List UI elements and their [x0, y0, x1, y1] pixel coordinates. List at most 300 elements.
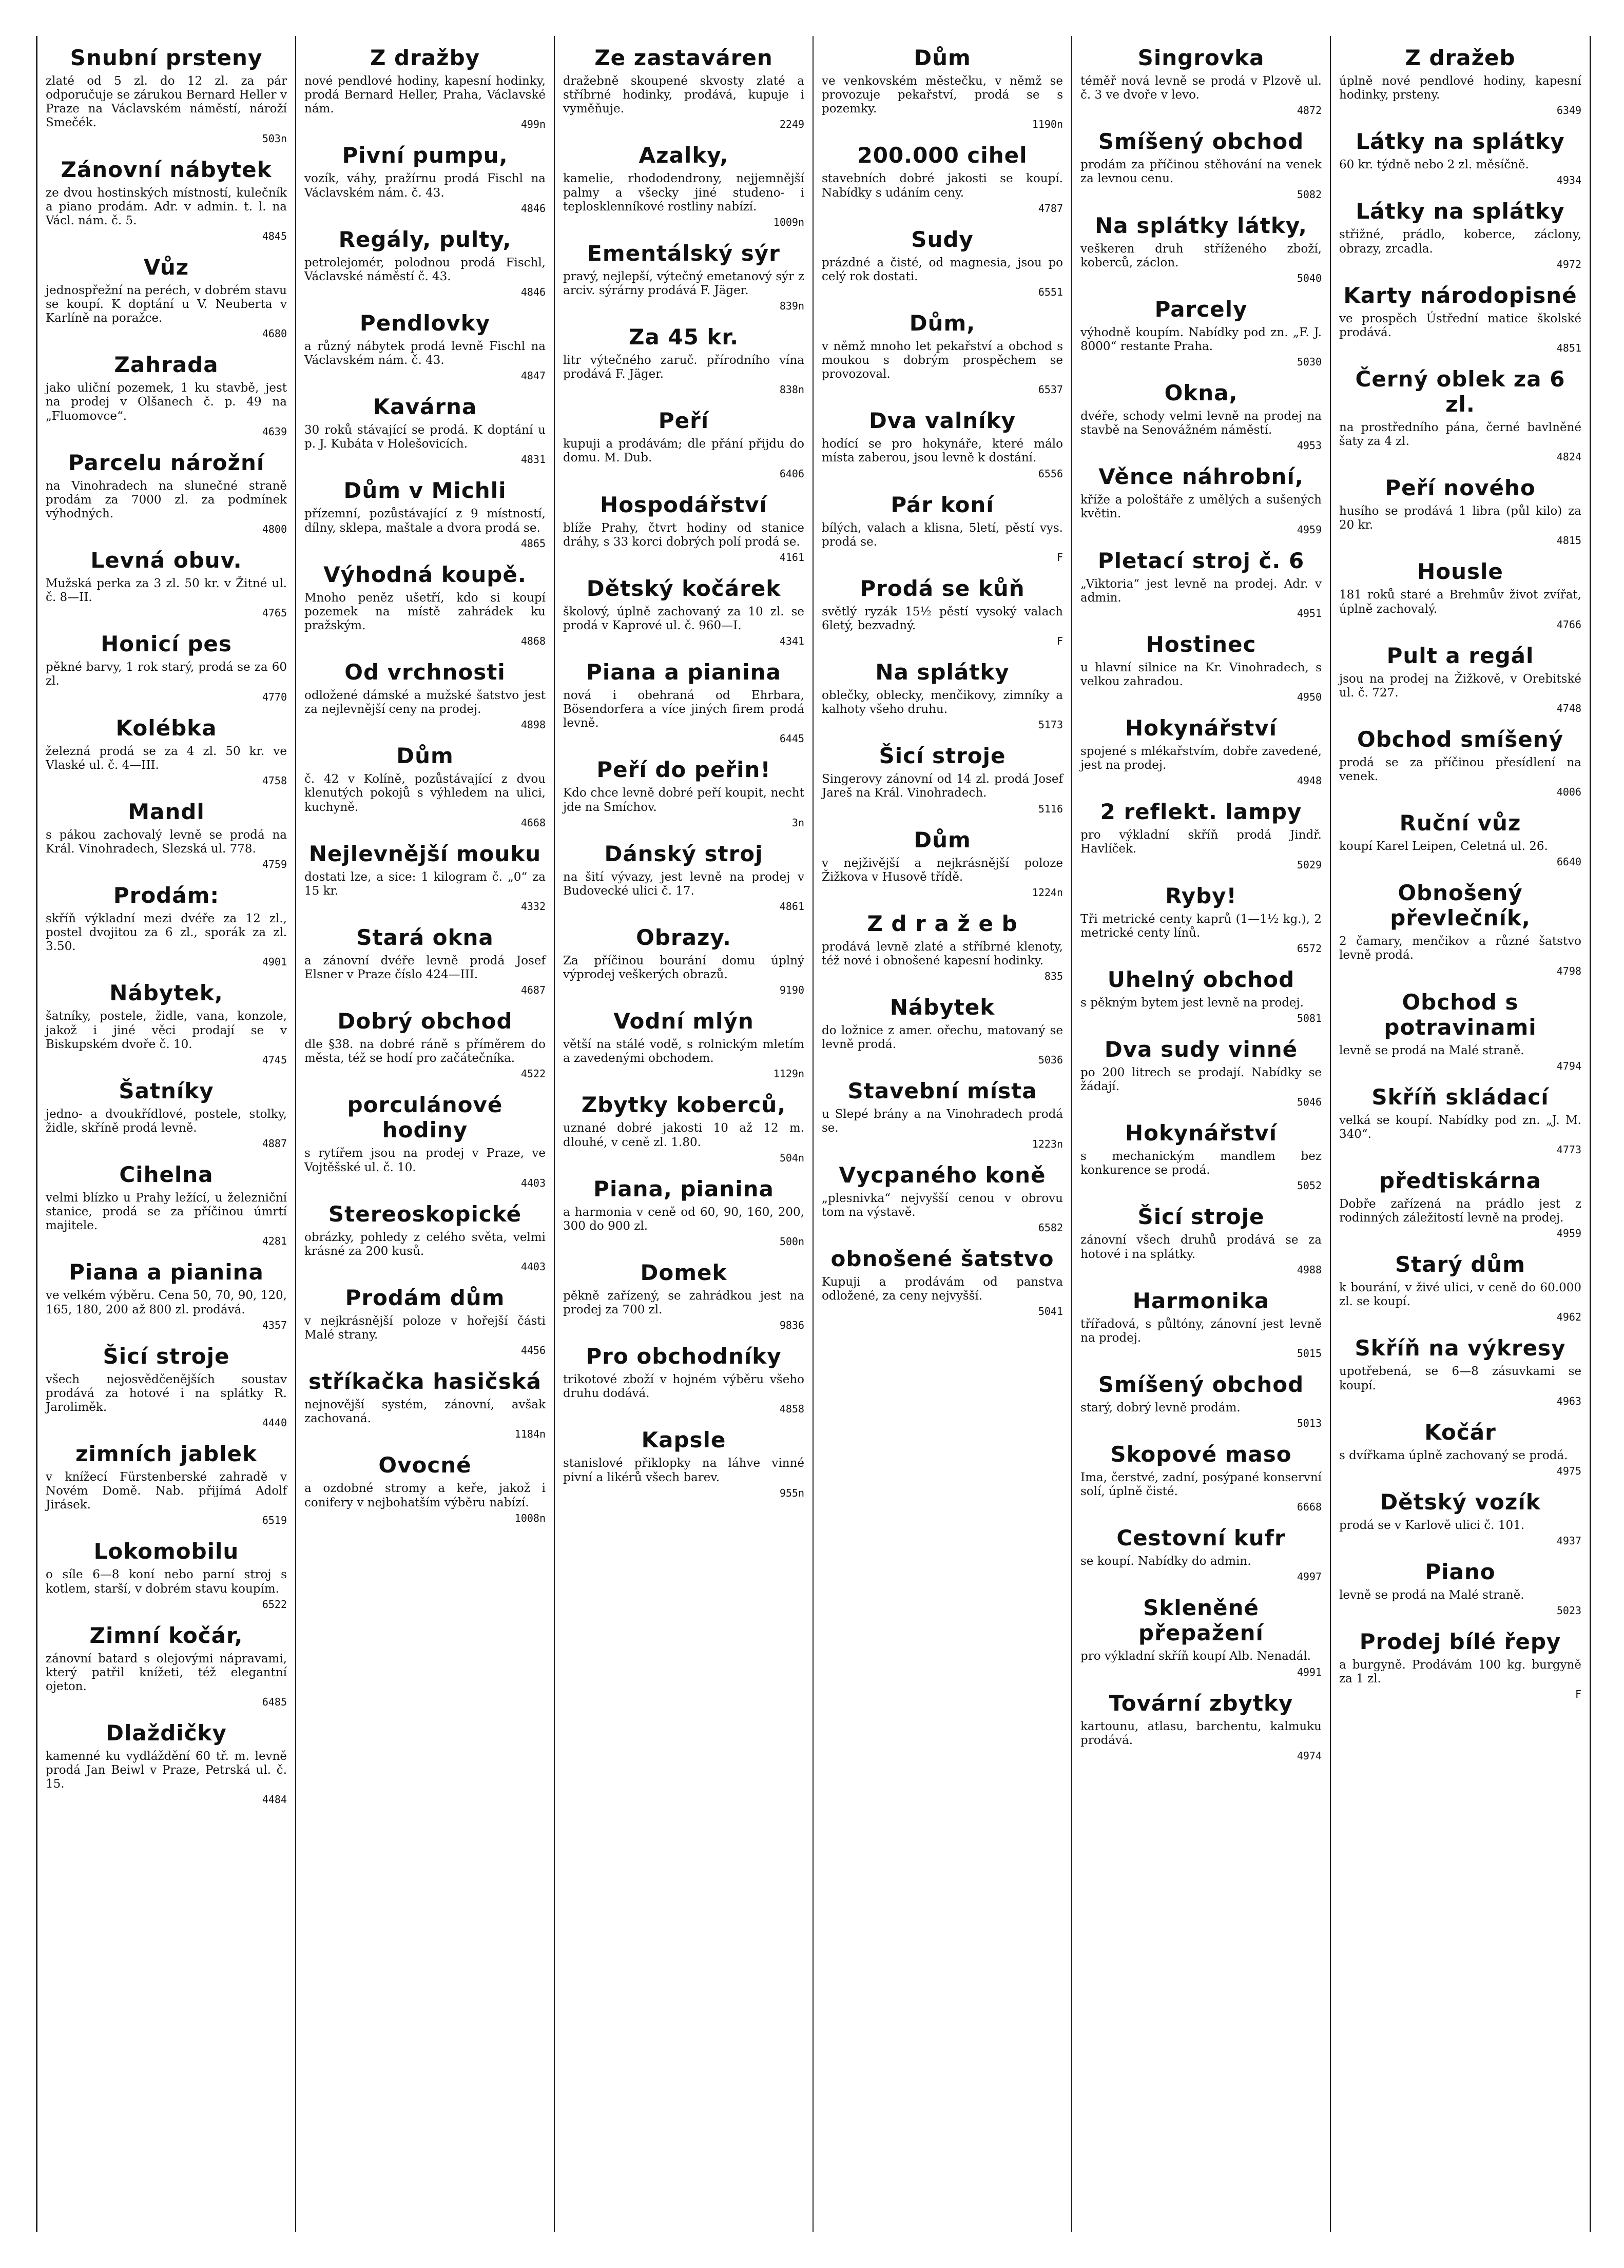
ad-heading: Ze zastaváren — [594, 45, 773, 70]
ad-heading: Prodám: — [113, 883, 220, 908]
classified-ad — [1339, 1559, 1581, 1617]
classified-ad — [304, 743, 546, 828]
ad-heading: Z d r a ž e b — [867, 910, 1018, 936]
ad-number: 4773 — [1556, 1143, 1581, 1156]
column-2 — [296, 36, 555, 2232]
ad-heading: Pivní pumpu, — [342, 143, 508, 168]
ad-number: 6519 — [262, 1514, 287, 1527]
ad-number: 4988 — [1297, 1263, 1322, 1276]
ad-heading: Ryby! — [1165, 883, 1237, 908]
classified-ad — [563, 492, 804, 564]
ad-number: 6556 — [1038, 467, 1063, 480]
classified-ad — [1080, 1204, 1322, 1275]
ad-body: úplně nové pendlové hodiny, kapesní hodinky, prsteny. — [1339, 74, 1581, 102]
ad-body: kupuji a prodávám; dle přání přijdu do domu. M. Dub. — [563, 437, 804, 465]
classified-ad — [1080, 1037, 1322, 1108]
ad-number: 5116 — [1038, 802, 1063, 815]
classified-ad — [563, 1260, 804, 1331]
ad-heading: Stará okna — [356, 924, 494, 950]
classified-ad — [822, 1162, 1063, 1234]
classified-ad — [563, 1009, 804, 1080]
ad-body: Mužská perka za 3 zl. 50 kr. v Žitné ul. č. 8—II. — [46, 577, 287, 605]
ad-number: 4951 — [1297, 607, 1322, 619]
classified-ad — [1080, 1120, 1322, 1192]
ad-body: jako uliční pozemek, 1 ku stavbě, jest na prodej v Olšanech č. p. 49 na „Fluomovce“. — [46, 381, 287, 423]
column-5 — [1072, 36, 1331, 2232]
ad-heading: Látky na splátky — [1356, 199, 1565, 224]
classified-ad — [304, 1092, 546, 1189]
ad-number: 4846 — [520, 202, 546, 215]
ad-number: 4846 — [520, 285, 546, 298]
ad-heading: Hokynářství — [1125, 715, 1278, 741]
ad-number: 4872 — [1297, 104, 1322, 117]
ad-body: Singerovy zánovní od 14 zl. prodá Josef Jareš na Král. Vinohradech. — [822, 772, 1063, 800]
ad-body: koupí Karel Leipen, Celetná ul. 26. — [1339, 840, 1548, 854]
classified-ad — [1080, 464, 1322, 535]
ad-heading: Lokomobilu — [93, 1539, 239, 1564]
ad-body: v nejkrásnější poloze v hořejší části Malé strany. — [304, 1314, 546, 1342]
classified-ad — [304, 1369, 546, 1440]
ad-body: prodám za příčinou stěhování na venek za levnou cenu. — [1080, 158, 1322, 186]
classified-ad — [1339, 1168, 1581, 1239]
ad-body: jedno- a dvoukřídlové, postele, stolky, židle, skříně prodá levně. — [46, 1107, 287, 1135]
classified-ad — [563, 925, 804, 996]
ad-heading: Pendlovky — [359, 310, 491, 336]
ad-body: pěkné barvy, 1 rok starý, prodá se za 60 zl. — [46, 661, 287, 688]
classified-ad — [563, 1092, 804, 1164]
ad-number: 2249 — [779, 118, 804, 131]
ad-body: a zánovní dvéře levně prodá Josef Elsner v Praze číslo 424—III. — [304, 954, 546, 981]
classified-ad — [563, 1344, 804, 1415]
ad-number: 5046 — [1297, 1096, 1322, 1109]
ad-body: nové pendlové hodiny, kapesní hodinky, prodá Bernard Heller, Praha, Václavské nám. — [304, 74, 546, 116]
classified-ad — [822, 660, 1063, 731]
classified-ad — [46, 1344, 287, 1429]
ad-number: 838n — [779, 383, 804, 396]
ad-body: 181 roků staré a Brehmův život zvířat, úplně zachovalý. — [1339, 588, 1581, 616]
ad-body: s rytířem jsou na prodej v Praze, ve Vojtěšské ul. č. 10. — [304, 1147, 546, 1174]
ad-body: u hlavní silnice na Kr. Vinohradech, s velkou zahradou. — [1080, 661, 1322, 688]
ad-number: 4898 — [520, 719, 546, 731]
ad-heading: Smíšený obchod — [1098, 129, 1304, 154]
ad-heading: Ruční vůz — [1399, 810, 1521, 836]
ad-body: jsou na prodej na Žižkově, v Orebitské ul. č. 727. — [1339, 672, 1581, 700]
ad-body: dostati lze, a sice: 1 kilogram č. „0“ za 15 kr. — [304, 870, 546, 898]
ad-heading: 2 reflekt. lampy — [1100, 799, 1302, 825]
ad-heading: Dům v Michli — [343, 478, 507, 503]
classified-ad — [1080, 1691, 1322, 1762]
ad-body: „Viktoria“ jest levně na prodej. Adr. v admin. — [1080, 577, 1322, 605]
ad-heading: Dánský stroj — [604, 841, 763, 866]
ad-number: 9836 — [779, 1319, 804, 1332]
ad-number: 4950 — [1297, 691, 1322, 703]
classified-columns — [37, 36, 1590, 2232]
ad-body: nejnovější systém, zánovní, avšak zachovaná. — [304, 1398, 546, 1426]
classified-ad — [1080, 1595, 1322, 1678]
classified-ad — [46, 1720, 287, 1806]
ad-body: ve prospěch Ústřední matice školské prodává. — [1339, 312, 1581, 339]
ad-heading: Dobrý obchod — [337, 1009, 513, 1034]
ad-body: husího se prodává 1 libra (půl kilo) za 20 kr. — [1339, 505, 1581, 532]
classified-ad — [46, 352, 287, 437]
classified-ad — [46, 1259, 287, 1331]
ad-body: starý, dobrý levně prodám. — [1080, 1401, 1241, 1414]
column-4 — [814, 36, 1072, 2232]
ad-number: 6522 — [262, 1598, 287, 1611]
ad-heading: Zánovní nábytek — [61, 157, 272, 182]
ad-body: výhodně koupím. Nabídky pod zn. „F. J. 8000“ restante Praha. — [1080, 325, 1322, 353]
ad-body: 30 roků stávající se prodá. K doptání u p. J. Kubáta v Holešovicích. — [304, 423, 546, 451]
ad-body: Dobře zařízená na prádlo jest z rodinných záležitostí levně na prodej. — [1339, 1197, 1581, 1225]
ad-number: 4953 — [1297, 439, 1322, 452]
ad-heading: Azalky, — [639, 143, 729, 168]
ad-heading: Harmonika — [1132, 1288, 1270, 1313]
ad-heading: Starý dům — [1395, 1252, 1526, 1277]
classified-ad — [304, 1201, 546, 1273]
ad-number: 9190 — [779, 984, 804, 997]
ad-number: 3n — [791, 816, 804, 829]
classified-ad — [563, 841, 804, 913]
classified-ad — [1080, 297, 1322, 368]
ad-heading: Dům — [396, 743, 454, 769]
classified-ad — [304, 394, 546, 466]
ad-body: s pěkným bytem jest levně na prodej. — [1080, 996, 1304, 1010]
ad-number: 6349 — [1556, 104, 1581, 117]
ad-number: 4341 — [779, 635, 804, 647]
ad-body: č. 42 v Kolíně, pozůstávající z dvou klenutých pokojů s výhledem na ulici, kuchyně. — [304, 772, 546, 814]
ad-body: větší na stálé vodě, s rolnickým mletím a zavedenými obchodem. — [563, 1038, 804, 1065]
ad-body: obrázky, pohledy z celého světa, velmi krásné za 200 kusů. — [304, 1230, 546, 1258]
ad-number: 4759 — [262, 858, 287, 870]
classified-ad — [563, 576, 804, 647]
classified-ad — [822, 1078, 1063, 1150]
ad-heading: Nábytek — [890, 995, 995, 1020]
classified-ad — [46, 1078, 287, 1150]
ad-heading: Piana a pianina — [69, 1259, 264, 1285]
ad-heading: Skopové maso — [1110, 1442, 1292, 1467]
ad-heading: Kočár — [1424, 1419, 1496, 1445]
classified-ad — [563, 408, 804, 479]
classified-ad — [46, 631, 287, 703]
ad-body: po 200 litrech se prodají. Nabídky se žádají. — [1080, 1065, 1322, 1093]
classified-ad — [46, 548, 287, 619]
ad-number: 4975 — [1556, 1464, 1581, 1477]
ad-heading: Šicí stroje — [1137, 1204, 1265, 1230]
ad-heading: Karty národopisné — [1343, 282, 1577, 308]
ad-number: 5040 — [1297, 272, 1322, 284]
ad-body: kříže a pološtáře z umělých a sušených květin. — [1080, 493, 1322, 521]
ad-heading: Černý oblek za 6 zl. — [1355, 366, 1565, 417]
classified-ad — [563, 660, 804, 745]
classified-ad — [1339, 1420, 1581, 1477]
ad-body: prodá se za příčinou přesídlení na venek. — [1339, 755, 1581, 783]
ad-heading: Stavební místa — [847, 1078, 1037, 1104]
classified-ad — [1080, 213, 1322, 284]
ad-number: F — [1056, 551, 1063, 564]
ad-body: pěkně zařízený, se zahrádkou jest na prodej za 700 zl. — [563, 1289, 804, 1316]
ad-body: nová i obehraná od Ehrbara, Bösendorfera a více jiných firem prodá levně. — [563, 689, 804, 730]
ad-number: 4974 — [1297, 1749, 1322, 1762]
ad-number: 1129n — [773, 1068, 804, 1080]
classified-ad — [46, 799, 287, 870]
ad-heading: Piana, pianina — [593, 1176, 774, 1201]
ad-heading: Vodní mlýn — [613, 1009, 754, 1034]
ad-number: 5036 — [1038, 1054, 1063, 1067]
ad-heading: Ovocné — [378, 1452, 472, 1478]
ad-heading: Skříň na výkresy — [1355, 1335, 1566, 1361]
classified-ad — [1080, 1288, 1322, 1360]
ad-body: s dvířkama úplně zachovaný se prodá. — [1339, 1448, 1568, 1462]
classified-ad — [46, 157, 287, 242]
ad-body: a ozdobné stromy a keře, jakož i conifery v nejbohatším výběru nabízí. — [304, 1482, 546, 1509]
ad-body: železná prodá se za 4 zl. 50 kr. ve Vlaské ul. č. 4—III. — [46, 744, 287, 772]
ad-number: 5023 — [1556, 1604, 1581, 1617]
ad-number: 4765 — [262, 607, 287, 619]
column-3 — [555, 36, 814, 2232]
classified-ad — [822, 827, 1063, 899]
ad-body: a burgyně. Prodávám 100 kg. burgyně za 1 zl. — [1339, 1658, 1581, 1686]
classified-ad — [46, 715, 287, 787]
ad-body: kartounu, atlasu, barchentu, kalmuku prodává. — [1080, 1719, 1322, 1747]
ad-number: 4959 — [1556, 1227, 1581, 1240]
ad-heading: Regály, pulty, — [338, 226, 512, 252]
ad-body: bílých, valach a klisna, 5letí, pěstí vys. prodá se. — [822, 521, 1063, 549]
ad-body: levně se prodá na Malé straně. — [1339, 1043, 1524, 1057]
ad-number: 4934 — [1556, 174, 1581, 187]
ad-heading: Nábytek, — [109, 980, 223, 1006]
ad-number: 5081 — [1297, 1012, 1322, 1024]
ad-number: 4639 — [262, 425, 287, 438]
ad-number: 5013 — [1297, 1417, 1322, 1429]
ad-body: prázdné a čisté, od magnesia, jsou po celý rok dostati. — [822, 256, 1063, 283]
ad-number: 4484 — [262, 1793, 287, 1806]
ad-heading: 200.000 cihel — [857, 143, 1028, 168]
classified-ad — [1339, 1252, 1581, 1323]
classified-ad — [304, 1285, 546, 1356]
ad-heading: Kavárna — [373, 394, 477, 420]
ad-number: 4403 — [520, 1176, 546, 1189]
ad-body: „plesnivka“ nejvyšší cenou v obrovu tom na výstavě. — [822, 1191, 1063, 1219]
ad-number: 5173 — [1038, 719, 1063, 731]
classified-ad — [304, 227, 546, 298]
ad-number: 4668 — [520, 816, 546, 829]
classified-ad — [1080, 1525, 1322, 1583]
ad-heading: Kolébka — [115, 715, 217, 741]
ad-body: litr výtečného zaruč. přírodního vína prodává F. Jäger. — [563, 354, 804, 381]
ad-heading: Hospodářství — [600, 492, 767, 517]
classified-ad — [1339, 129, 1581, 186]
classified-ad — [1339, 880, 1581, 977]
ad-heading: předtiskárna — [1379, 1168, 1542, 1193]
ad-heading: Pro obchodníky — [586, 1344, 782, 1369]
ad-body: a harmonia v ceně od 60, 90, 160, 200, 300 do 900 zl. — [563, 1205, 804, 1233]
ad-heading: Okna, — [1164, 380, 1238, 405]
ad-heading: Obrazy. — [636, 924, 731, 950]
ad-number: 4403 — [520, 1260, 546, 1273]
ad-body: se koupí. Nabídky do admin. — [1080, 1555, 1251, 1568]
ad-body: s mechanickým mandlem bez konkurence se prodá. — [1080, 1150, 1322, 1177]
classified-ad — [46, 1539, 287, 1610]
ad-number: 4997 — [1297, 1571, 1322, 1583]
ad-heading: Obchod smíšený — [1357, 726, 1564, 752]
ad-number: 5082 — [1297, 188, 1322, 201]
classified-ad — [822, 492, 1063, 564]
classified-ad — [46, 1623, 287, 1708]
ad-body: s pákou zachovalý levně se prodá na Král. Vinohradech, Slezská ul. 778. — [46, 828, 287, 856]
ad-heading: Dům — [914, 45, 971, 70]
ad-body: na šití vývazy, jest levně na prodej v Budovecké ulici č. 17. — [563, 870, 804, 898]
ad-heading: Cihelna — [119, 1162, 214, 1187]
classified-ad — [1339, 199, 1581, 270]
ad-number: 6668 — [1297, 1501, 1322, 1514]
ad-heading: Levná obuv. — [90, 548, 242, 573]
ad-heading: Dětský kočárek — [586, 575, 781, 601]
classified-ad — [563, 45, 804, 130]
ad-number: 4824 — [1556, 451, 1581, 463]
ad-number: 4901 — [262, 956, 287, 968]
ad-number: 6537 — [1038, 383, 1063, 396]
ad-heading: Peří do peřin! — [596, 757, 771, 783]
ad-number: 4959 — [1297, 523, 1322, 536]
ad-number: 4845 — [262, 229, 287, 242]
ad-number: 4831 — [520, 453, 546, 466]
classified-ad — [1080, 45, 1322, 117]
ad-number: 503n — [262, 132, 287, 145]
ad-number: 4680 — [262, 327, 287, 340]
ad-heading: Zbytky koberců, — [581, 1092, 786, 1118]
classified-ad — [1080, 548, 1322, 619]
ad-number: 504n — [779, 1151, 804, 1164]
classified-ad — [1339, 283, 1581, 354]
ad-heading: Prodám dům — [345, 1285, 505, 1310]
ad-number: 6485 — [262, 1696, 287, 1708]
ad-body: Kdo chce levně dobré peří koupit, necht jde na Smíchov. — [563, 786, 804, 814]
ad-body: uznané dobré jakosti 10 až 12 m. dlouhé, v ceně zl. 1.80. — [563, 1121, 804, 1149]
ad-heading: Prodá se kůň — [860, 575, 1025, 601]
ad-body: zánovní všech druhů prodává se za hotové i na splátky. — [1080, 1233, 1322, 1261]
ad-body: spojené s mlékařstvím, dobře zavedené, jest na prodej. — [1080, 745, 1322, 772]
ad-heading: Vycpaného koně — [839, 1162, 1046, 1188]
ad-number: 4006 — [1556, 786, 1581, 799]
classified-ad — [1339, 1335, 1581, 1407]
ad-number: 4991 — [1297, 1665, 1322, 1678]
ad-number: 6640 — [1556, 856, 1581, 868]
ad-number: 4972 — [1556, 258, 1581, 270]
ad-body: upotřebená, se 6—8 zásuvkami se koupí. — [1339, 1365, 1581, 1392]
ad-number: 6445 — [779, 732, 804, 745]
newspaper-page — [36, 36, 1591, 2232]
ad-heading: Dům, — [909, 310, 976, 336]
ad-heading: porculánové hodiny — [347, 1092, 503, 1143]
ad-number: 499n — [520, 118, 546, 131]
ad-number: 4161 — [779, 551, 804, 564]
ad-body: Kupuji a prodávám od panstva odložené, za ceny nejvyšší. — [822, 1275, 1063, 1303]
ad-heading: Vůz — [143, 254, 189, 280]
ad-body: dle §38. na dobré ráně s příměrem do města, též se hodí pro začátečníka. — [304, 1038, 546, 1065]
classified-ad — [563, 1176, 804, 1248]
ad-body: u Slepé brány a na Vinohradech prodá se. — [822, 1108, 1063, 1135]
classified-ad — [1339, 475, 1581, 547]
classified-ad — [1080, 883, 1322, 955]
ad-heading: Věnce náhrobní, — [1098, 464, 1304, 490]
classified-ad — [563, 143, 804, 228]
ad-number: 4948 — [1297, 774, 1322, 787]
ad-heading: Tovární zbytky — [1109, 1690, 1293, 1716]
ad-number: 4798 — [1556, 964, 1581, 977]
ad-heading: Honicí pes — [101, 631, 232, 657]
ad-number: 4794 — [1556, 1059, 1581, 1072]
ad-body: skříň výkladní mezi dvéře za 12 zl., postel dvojitou za 6 zl., sporák za zl. 3.50. — [46, 912, 287, 954]
classified-ad — [1080, 967, 1322, 1024]
ad-body: petrolejomér, polodnou prodá Fischl, Václavské náměstí č. 43. — [304, 256, 546, 283]
ad-heading: Smíšený obchod — [1098, 1371, 1304, 1397]
ad-heading: obnošené šatstvo — [830, 1246, 1054, 1271]
ad-number: 4865 — [520, 537, 546, 550]
ad-heading: Hokynářství — [1125, 1120, 1278, 1146]
ad-heading: Pár koní — [891, 492, 994, 517]
ad-number: 1190n — [1032, 118, 1063, 131]
classified-ad — [1339, 990, 1581, 1072]
ad-body: a různý nábytek prodá levně Fischl na Václavském nám. č. 43. — [304, 339, 546, 367]
ad-body: pro výkladní skříň prodá Jindř. Havlíček. — [1080, 828, 1322, 856]
ad-number: 6582 — [1038, 1221, 1063, 1234]
ad-heading: Sudy — [911, 226, 974, 252]
ad-number: 4440 — [262, 1417, 287, 1429]
ad-heading: Snubní prsteny — [70, 45, 263, 70]
ad-body: pravý, nejlepší, výtečný emetanový sýr z arciv. sýrárny prodává F. Jäger. — [563, 269, 804, 297]
classified-ad — [1339, 1084, 1581, 1156]
ad-heading: Z dražeb — [1405, 45, 1516, 70]
ad-number: 5030 — [1297, 356, 1322, 368]
ad-number: 4522 — [520, 1068, 546, 1080]
ad-number: 835 — [1044, 970, 1063, 982]
ad-body: 60 kr. týdně nebo 2 zl. měsíčně. — [1339, 158, 1529, 172]
ad-number: 839n — [779, 300, 804, 312]
ad-body: třířadová, s půltóny, zánovní jest levně na prodej. — [1080, 1317, 1322, 1345]
ad-heading: Pletací stroj č. 6 — [1097, 548, 1305, 573]
ad-heading: Peří nového — [1385, 475, 1536, 501]
ad-body: hodící se pro hokynáře, které málo místa zaberou, jsou levně k dostání. — [822, 437, 1063, 465]
ad-body: Tři metrické centy kaprů (1—1½ kg.), 2 metrické centy línů. — [1080, 912, 1322, 940]
ad-heading: Dům — [914, 827, 971, 852]
ad-number: 4962 — [1556, 1311, 1581, 1324]
ad-body: odložené dámské a mužské šatstvo jest za nejlevnější ceny na prodej. — [304, 689, 546, 716]
ad-number: 4800 — [262, 523, 287, 535]
ad-number: 6551 — [1038, 285, 1063, 298]
ad-body: dražebně skoupené skvosty zlaté a stříbrné hodinky, prodává, kupuje i vyměňuje. — [563, 74, 804, 116]
ad-body: trikotové zboží v hojném výběru všeho druhu dodává. — [563, 1373, 804, 1401]
ad-body: o síle 6—8 koní nebo parní stroj s kotlem, starší, v dobrém stavu koupím. — [46, 1568, 287, 1596]
ad-body: vozík, váhy, pražírnu prodá Fischl na Václavském nám. č. 43. — [304, 172, 546, 200]
classified-ad — [1339, 559, 1581, 630]
ad-number: F — [1056, 635, 1063, 647]
ad-heading: Uhelný obchod — [1107, 966, 1295, 992]
ad-number: 5052 — [1297, 1179, 1322, 1192]
ad-heading: Dětský vozík — [1380, 1489, 1541, 1515]
ad-body: dvéře, schody velmi levně na prodej na stavbě na Senovážném náměstí. — [1080, 410, 1322, 437]
ad-number: 4815 — [1556, 534, 1581, 547]
column-6 — [1331, 36, 1590, 2232]
ad-heading: Nejlevnější mouku — [308, 841, 542, 866]
classified-ad — [46, 883, 287, 968]
classified-ad — [304, 562, 546, 647]
classified-ad — [1080, 1372, 1322, 1429]
ad-heading: Domek — [640, 1259, 727, 1285]
ad-heading: Zahrada — [114, 352, 219, 378]
ad-number: 5029 — [1297, 858, 1322, 871]
ad-body: přízemní, pozůstávající z 9 místností, dílny, sklepa, maštale a dvora prodá se. — [304, 507, 546, 535]
classified-ad — [46, 1441, 287, 1526]
